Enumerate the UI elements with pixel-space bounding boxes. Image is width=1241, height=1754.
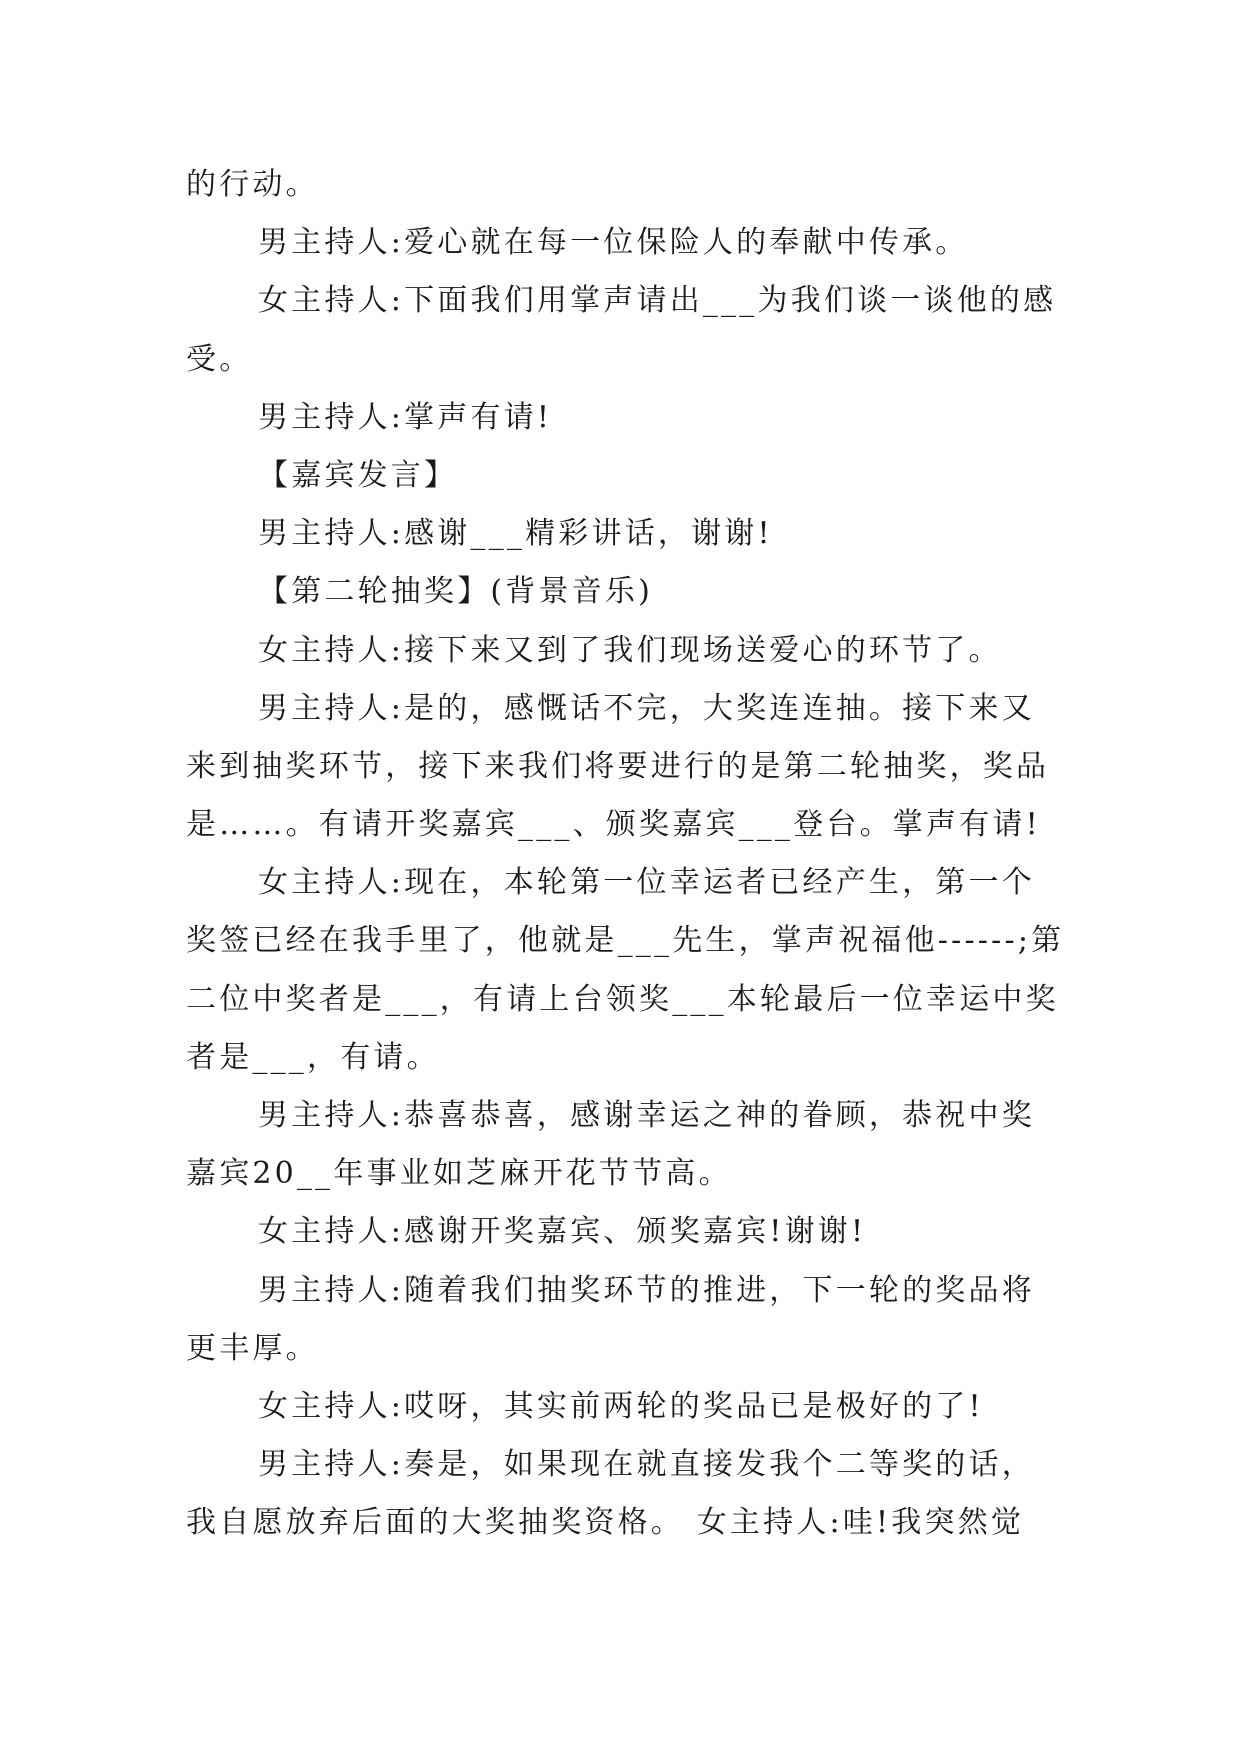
text-line: 二位中奖者是___，有请上台领奖___本轮最后一位幸运中奖 — [186, 981, 1059, 1017]
text-line: 男主持人:恭喜恭喜，感谢幸运之神的眷顾，恭祝中奖 — [258, 1098, 1035, 1133]
text-line: 来到抽奖环节，接下来我们将要进行的是第二轮抽奖，奖品 — [186, 748, 1050, 784]
text-line: 男主持人:是的，感慨话不完，大奖连连抽。接下来又 — [258, 690, 1035, 726]
text-line: 女主持人:现在，本轮第一位幸运者已经产生，第一个 — [258, 865, 1035, 901]
text-line: 者是___，有请。 — [186, 1039, 440, 1075]
text-line: 女主持人:下面我们用掌声请出___为我们谈一谈他的感 — [258, 283, 1057, 319]
text-line: 嘉宾20__年事业如芝麻开花节节高。 — [186, 1156, 732, 1192]
text-line: 是……。有请开奖嘉宾___、颁奖嘉宾___登台。掌声有请! — [186, 807, 1041, 843]
text-line: 女主持人:接下来又到了我们现场送爱心的环节了。 — [258, 632, 1002, 668]
text-line: 更丰厚。 — [186, 1330, 319, 1366]
text-line: 的行动。 — [186, 167, 319, 202]
document-body — [186, 156, 1065, 1553]
text-line: 男主持人:感谢___精彩讲话，谢谢! — [258, 516, 773, 552]
text-line: 【第二轮抽奖】(背景音乐) — [258, 574, 654, 610]
text-line: 女主持人:感谢开奖嘉宾、颁奖嘉宾!谢谢! — [258, 1214, 867, 1250]
text-line: 【嘉宾发言】 — [258, 457, 458, 493]
text-line: 男主持人:奏是，如果现在就直接发我个二等奖的话， — [258, 1447, 1035, 1483]
text-line: 我自愿放弃后面的大奖抽奖资格。 女主持人:哇!我突然觉 — [186, 1505, 1025, 1541]
text-line: 女主持人:哎呀，其实前两轮的奖品已是极好的了! — [258, 1388, 984, 1424]
text-line: 受。 — [186, 341, 253, 377]
text-line: 男主持人:掌声有请! — [258, 399, 553, 435]
text-line: 奖签已经在我手里了，他就是___先生，掌声祝福他------;第 — [186, 923, 1065, 959]
text-line: 男主持人:随着我们抽奖环节的推进，下一轮的奖品将 — [258, 1272, 1035, 1308]
text-line: 男主持人:爱心就在每一位保险人的奉献中传承。 — [258, 225, 969, 261]
